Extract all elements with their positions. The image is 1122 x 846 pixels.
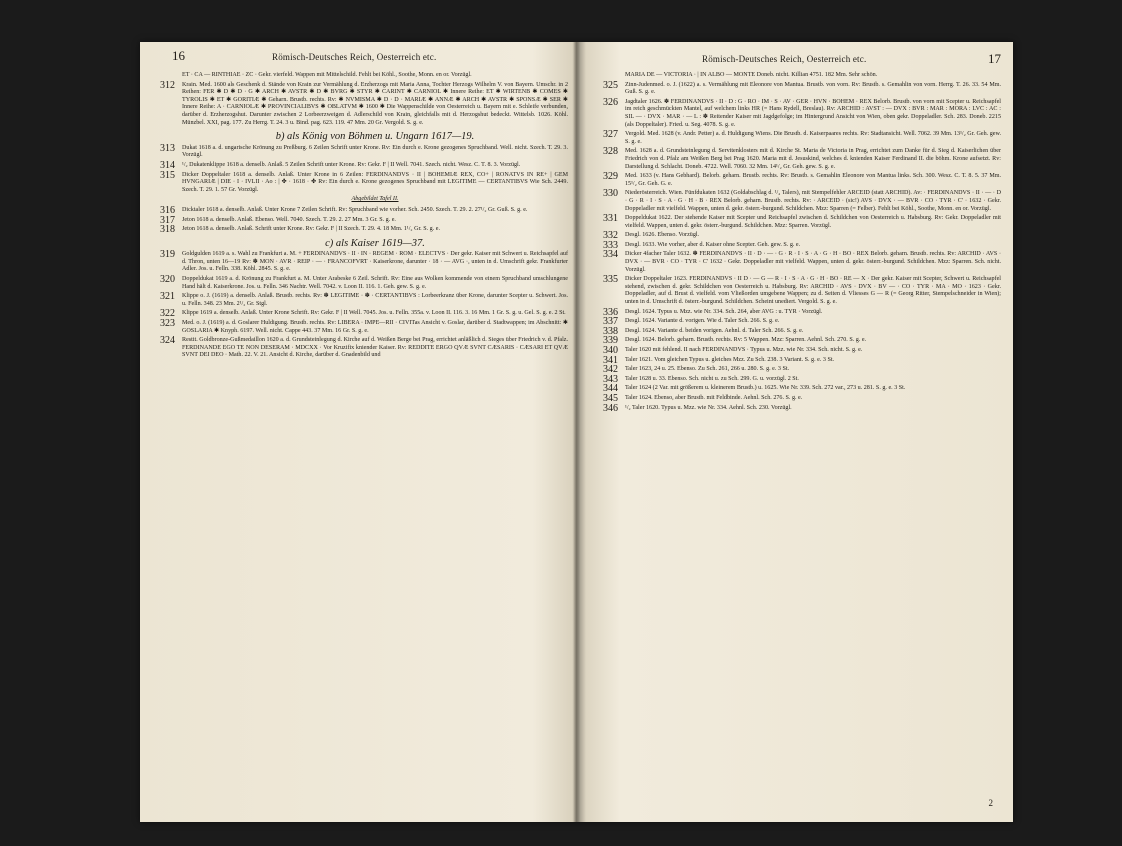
entry-number: 319	[160, 249, 175, 261]
entry-text: Taler 1623, 24 u. 25. Ebenso. Zu Sch. 261, 266 u. 280. S. g. e. 3 St.	[625, 366, 790, 373]
entry-number: 326	[603, 96, 618, 108]
catalog-entry	[625, 72, 1001, 80]
right-page-number: 17	[988, 51, 1001, 66]
entry-text: Dicker Doppeltaler 1618 a. denselb. Anlaß. Unter Krone in 6 Zeilen: FERDINANDVS · II | BOHEMIÆ REX, CO+ | RONATVS IN RE+ | GEM HVNGARIÆ | DIE · I · IVLII · Ao : | ✤ · 1618 · ✤ Rv: Ein durch e. Krone gezogenes Spruchband mit LEGITIME — CERTANTIBVS Wie Sch. 2449. Szech. T. 29. 1. 57 Gr. Vorzügl.	[182, 171, 568, 193]
catalog-entry	[603, 274, 1001, 306]
catalog-entry	[160, 274, 568, 291]
catalog-entry	[603, 239, 1001, 251]
entry-text: Taler 1624 (2 Var. mit größerem u. kleinerem Brustb.) u. 1625. Wie Nr. 339. Sch. 272 var., 273 u. 281. S. g. e. 3 St.	[625, 385, 906, 392]
catalog-entry	[603, 335, 1001, 347]
entry-text: Med. o. J. (1619) a. d. Goslarer Huldigung. Brustb. rechts. Rv: LIBERA · IMPE—RII · CIVITas Ansicht v. Goslar, darüber d. Stadtwappen; im Abschnitt: ✱ GOSLARIA ✱ Knyph. 6197. Well. nicht. Cappe 443. 37 Mm. 16 Gr. S. g. e.	[182, 320, 568, 334]
entry-text: Desgl. 1633. Wie vorher, aber d. Kaiser ohne Scepter. Geh. gew. S. g. e.	[625, 241, 801, 248]
catalog-entry	[603, 213, 1001, 230]
entry-text: Desgl. 1626. Ebenso. Vorzügl.	[625, 232, 700, 239]
entry-text: Dicker Doppeltaler 1623. FERDINANDVS · II D · — G — R · I · S · A · G · H · BO · RE — X · Der gekr. Kaiser mit Scepter, Schwert u. Reichsapfel stehend, zwischen d. gekr. Schildchen von Oesterreich u. Habsburg. Rv: ARCHID · AVS · DVX · BV — · CO · TYR · MA · MO · 1623 · Gekr. Doppeladler, auf d. Brust d. vielfeld. vom Vließorden umgebene Wappen; zu d. Seiten d. Vliesses G — R (= Georg Ritter, Stempelschneider in Wien); unten in d. Umschrift d. österr.-burgund. Schildchen. Scheint unediert. Vergold. S. g. e.	[625, 276, 1001, 306]
catalog-entry	[160, 79, 568, 128]
entry-text: Jeton 1618 a. denselb. Anlaß. Ebenso. Well. 7040. Szech. T. 29. 2. 27 Mm. 3 Gr. S. g. e.	[182, 216, 396, 223]
catalog-entry	[603, 345, 1001, 356]
entry-text: Doppeldukat 1622. Der stehende Kaiser mit Scepter und Reichsapfel zwischen d. Schildchen von Oesterreich u. Habsburg. Rv: Gekr. Doppeladler mit vielfeld. Wappen, unten d. gekr. österr.-burgund. Schildchen. Mzz: Sparren. Vorzügl.	[625, 215, 1001, 229]
catalog-entry	[603, 249, 1001, 274]
catalog-entry	[603, 325, 1001, 337]
entry-text: Taler 1621. Vom gleichen Typus u. gleiches Mzz. Zu Sch. 238. 3 Variant. S. g. e. 3 St.	[625, 356, 835, 363]
entry-number: 324	[160, 335, 175, 347]
left-page	[150, 42, 570, 822]
entry-number: 330	[603, 188, 618, 200]
entry-text: Desgl. 1624. Variante d. vorigen. Wie d. Taler Sch. 266. S. g. e.	[625, 318, 780, 325]
entry-number: 342	[603, 364, 618, 376]
entry-number: 322	[160, 308, 175, 320]
entry-number: 323	[160, 318, 175, 330]
entry-text: Desgl. 1624. Typus u. Mzz. wie Nr. 334. Sch. 264, aber AVG : u. TYR · Vorzügl.	[625, 308, 823, 315]
entry-text: ¹/₂ Taler 1620. Typus u. Mzz. wie Nr. 334. Aehnl. Sch. 230. Vorzügl.	[625, 404, 792, 411]
catalog-entry	[603, 383, 1001, 395]
entry-text: Dukat 1618 a. d. ungarische Krönung zu Preßburg. 6 Zeilen Schrift unter Krone. Rv: Ein durch e. Krone gezogenes Spruchband. Well. nicht. Szech. T. 29. 3. Vorzügl.	[182, 144, 568, 159]
entry-text: Med. 1633 (v. Hans Gebhard). Belorb. geharn. Brustb. rechts. Rv: Brustb. s. Gemahlin Eleonore von Mantua links. Sch. 300. Wesz. C. T. 8. 5. 37 Mm. 15¹/₂ Gr. Geh. G. e.	[625, 173, 1001, 187]
entry-text: Zinn-Judenmed. o. J. (1622) a. s. Vermählung mit Eleonore von Mantua. Brustb. von vorn. Rv: Brustb. s. Gemahlin von vorn. Herrg. T. 26. 33. 54 Mm. Guß. S. g. e.	[625, 81, 1001, 96]
entry-text: Jagdtaler 1626. ✽ FERDINANDVS · II · D : G · RO · IM · S · AV · GER · HVN · BOHEM · REX Belorb. Brustb. von vorn mit Scepter u. Reichsapfel im reich geschmückten Mantel, auf welchem links HR (= Hans Rydell, Breslau). Rv: ARCHID : AVST : — DVX : BVR : MAR : MORA : LVC : AC : SIL — · DVX · MAR · — L : ✽ Reitender Kaiser mit Jagdgefolge; im Hintergrund Ansicht von Wien, oben gekr. Doppeladler. Sch. 283. Doneb. 2215 (als Doppeltaler). Fried. u. Seg. 4078. S. g. e.	[625, 98, 1001, 128]
entry-text: Krain. Med. 1600 als Geschenk d. Stände von Krain zur Vermählung d. Erzherzogs mit Maria Anna, Tochter Herzogs Wilhelm V. von Bayern. Umschr. in 2 Reihen: FER ✱ D ✱ D · G ✱ ARCH ✱ AVSTR ✱ D ✱ BVRG ✱ STYR ✱ CARINT ✱ CARNIOL ✱ Innere Reihe: ET ✱ WIRTENB ✱ COMES ✱ TYROLIS ✱ ET ✱ GORITIÆ ✱ Geharn. Brustb. rechts. Rv: ✱ NVMISMA ✱ D · D · MARIÆ ✱ ANNÆ ✱ ARCH ✱ AVSTR ✱ SPONSÆ ✱ SER ✱ Innere Reihe: A · CARNIOLÆ ✱ PROVINCIALIBVS ✱ OBLATVM ✱ 1600 ✱ Die Wappenschilde von Oesterreich u. Bayern mit e. Schleife verbunden, darüber d. Erzherzogshut. Darunter zwischen 2 Lorbeerzweigen d. Adlerschild von Krain, gleichfalls mit d. Herzogshut bedeckt. Wittelsb. 1026. Köhl. Münzbel. XXI, pag. 177. Zu Herrg. T. 24. 3 u. Bind. pag. 623. 119. 47 Mm. 20 Gr. Vergold. S. g. e.	[182, 81, 568, 126]
entry-number: 320	[160, 274, 175, 286]
catalog-entry	[160, 335, 568, 360]
entry-text: Desgl. 1624. Variante d. beiden vorigen. Aehnl. d. Taler Sch. 266. S. g. e.	[625, 327, 804, 334]
entry-number: 335	[603, 274, 618, 286]
entry-text: Goldgulden 1619 a. s. Wahl zu Frankfurt a. M. + FERDINANDVS · II · IN · REGEM · ROM · ELECTVS · Der gekr. Kaiser mit Schwert u. Reichsapfel auf d. Thron, unten 16—19 Rv: ✽ MON · AVR · REIP · — · FRANCOFVRT · Kaiserkrone, darunter · 18 · — AVG ·, unten in d. Umschrift gekr. Frankfurter Adler. Jos. u. Felln. 338. Köhl. 2845. S. g. e.	[182, 251, 568, 273]
catalog-entry	[182, 72, 568, 80]
catalog-entry	[603, 96, 1001, 129]
left-running-head	[150, 42, 570, 68]
catalog-entry	[603, 171, 1001, 188]
entry-number: 333	[603, 239, 618, 251]
catalog-entry	[603, 392, 1001, 404]
entry-number: 329	[603, 171, 618, 183]
entry-text: Dicktaler 1618 a. denselb. Anlaß. Unter Krone 7 Zeilen Schrift. Rv: Spruchband wie vorher. Sch. 2450. Szech. T. 29. 2. 27¹/₂ Gr. Guß. S. g. e.	[182, 206, 528, 213]
entry-text: Klippe o. J. (1619) a. denselb. Anlaß. Brustb. rechts. Rv: ✽ LEGITIME · ✽ · CERTANTIBVS : Lorbeerkranz über Krone, darunter Scepter u. Schwert. Jos. u. Felln. 348. 23 Mm. 2¹/₂ Gr. Stgl.	[182, 293, 568, 307]
entry-number: 341	[603, 354, 618, 366]
entry-text: Jeton 1618 a. denselb. Anlaß. Schrift unter Krone. Rv: Gekr. F | II Szech. T. 29. 4. 18 Mm. 1¹/₂ Gr. S. g. e.	[182, 226, 440, 233]
catalog-entry	[603, 306, 1001, 318]
entry-number: 336	[603, 306, 618, 318]
left-body	[150, 72, 570, 360]
entry-number: 314	[160, 159, 175, 171]
entry-number: 337	[603, 316, 618, 328]
entry-text: Taler 1628 u. 33. Ebenso. Sch. nicht u. zu Sch. 299. G. u. vorzügl. 2 St.	[625, 375, 799, 382]
entry-text: Klippe 1619 a. denselb. Anlaß. Unter Krone Schrift. Rv: Gekr. F | II Well. 7045. Jos. u. Felln. 355a. v. Loon II. 116. 3. 16 Mm. 1 Gr. S. g. u. Gel. S. g. e. 2 St.	[182, 310, 566, 317]
right-page	[587, 42, 1007, 822]
plate-reference: Abgebildet Tafel II.	[351, 196, 399, 203]
entry-number: 313	[160, 142, 175, 154]
left-running-title: Römisch-Deutsches Reich, Oesterreich etc.	[272, 52, 437, 62]
entry-number: 318	[160, 224, 175, 236]
entry-text: Niederösterreich. Wien. Fünfdukaten 1632 (Goldabschlag d. ¹/₄ Talers), mit Stempelfehler ARCEID (statt ARCHID). Av: · FERDINANDVS · II · — · D · G · R · I · S · A · G · H · B · REX Belorb. geharn. Brustb. rechts. Rv: · ARCEID · (sic!) AVS · DVX · — BVR · CO · TYR · C' · 1632 · Gekr. Doppeladler mit vielfeld. Wappen, unten d. gekr. österr.-burgund. Schildchen. Mzz: Sparren (= Felber). Fehlt bei Köhl., Soothe, Monn. en or. Vorzügl.	[625, 190, 1001, 212]
entry-text: Doppeldukat 1619 a. d. Krönung zu Frankfurt a. M. Unter Arabeske 6 Zeil. Schrift. Rv: Eine aus Wolken kommende von einem Spruchband umschlungene Hand hält d. Kaiserkrone. Jos. u. Felln. 346 Nachtr. Well. 7042. v. Loon II. 116. 1. Geh. gew. S. g. e.	[182, 276, 568, 290]
entry-number: 345	[603, 392, 618, 404]
entry-number: 334	[603, 249, 618, 261]
entry-number: 332	[603, 230, 618, 242]
entry-text: Vergold. Med. 1628 (v. Andr. Petter) a. d. Huldigung Wiens. Die Brustb. d. Kaiserpaares rechts. Rv: Stadtansicht. Well. 7062. 39 Mm. 13¹/₂ Gr. Geh. gew. S. g. e.	[625, 131, 1001, 145]
section-heading-b: b) als König von Böhmen u. Ungarn 1617—19.	[275, 131, 475, 143]
book-spread	[140, 42, 1013, 822]
catalog-entry	[603, 373, 1001, 385]
right-running-head	[587, 42, 1007, 68]
catalog-entry	[603, 146, 1001, 171]
catalog-entry	[160, 159, 568, 171]
catalog-entry	[603, 188, 1001, 213]
entry-text: Med. 1628 a. d. Grundsteinlegung d. Servitenklosters mit d. Kirche St. Maria de Victoria in Prag, errichtet zum Danke für d. Sieg d. Kaiserlichen über Friedrich von d. Pfalz am Weißen Berg bei Prag 1620. Maria mit d. Jesuskind, welches d. knienden Kaiser Ferdinand II. die böhm. Krone aufsetzt. Rv: Darstellung d. Schlacht. Doneb. 4722. Well. 7060. 32 Mm. 14¹/₂ Gr. Geh. gew. S. g. e.	[625, 148, 1001, 170]
right-body	[587, 72, 1007, 412]
entry-text: Taler 1620 mit fehlend. II nach FERDINANDVS · Typus u. Mzz. wie Nr. 334. Sch. nicht. S. g. e.	[625, 347, 863, 353]
catalog-entry	[603, 354, 1001, 366]
entry-number: 338	[603, 325, 618, 337]
catalog-entry	[160, 249, 568, 274]
entry-text: Desgl. 1624. Belorb. geharn. Brustb. rechts. Rv: 5 Wappen. Mzz: Sparren. Aehnl. Sch. 270. S. g. e.	[625, 337, 867, 344]
entry-text: MARIA DE — VICTORIA · | IN ALBO — MONTE Doneb. nicht. Killian 4751. 182 Mm. Sehr schön.	[625, 72, 878, 78]
catalog-entry	[603, 129, 1001, 146]
entry-number: 340	[603, 345, 618, 356]
entry-text: Dicker 4facher Taler 1632. ✽ FERDINANDVS · II · D · — · G · R · I · S · A · G · H · BO · REX Belorb. geharn. Brustb. rechts. Rv: ARCHID · AVS · DVX · — BVR · CO · TYR · C' 1632 · Gekr. Doppeladler mit vielfeld. Wappen, unten d. gekr. österr.-burgund. Schildchen. Mzz: Sparren. Sch. nicht. Vorzügl.	[625, 251, 1001, 273]
entry-number: 316	[160, 204, 175, 216]
entry-number: 321	[160, 291, 175, 303]
catalog-entry	[160, 308, 568, 320]
catalog-entry	[160, 204, 568, 216]
entry-number: 315	[160, 169, 175, 181]
catalog-entry	[160, 214, 568, 226]
section-heading-c: c) als Kaiser 1619—37.	[325, 237, 425, 249]
entry-number: 346	[603, 402, 618, 414]
entry-number: 331	[603, 213, 618, 225]
catalog-entry	[603, 316, 1001, 328]
catalog-entry	[603, 79, 1001, 97]
entry-number: 344	[603, 383, 618, 395]
catalog-entry	[160, 224, 568, 236]
entry-text: ET · CA — RINTHIAE · ZC · Gekr. vierfeld. Wappen mit Mittelschild. Fehlt bei Köhl., Soothe, Monn. en or. Vorzügl.	[182, 72, 472, 78]
entry-number: 312	[160, 79, 175, 91]
entry-number: 328	[603, 146, 618, 158]
right-running-title: Römisch-Deutsches Reich, Oesterreich etc.	[702, 54, 867, 64]
entry-number: 327	[603, 129, 618, 141]
catalog-entry	[160, 318, 568, 335]
entry-text: ¹/₂ Dukatenklippe 1618 a. denselb. Anlaß. 5 Zeilen Schrift unter Krone. Rv: Gekr. F | II Well. 7041. Szech. nicht. Wesz. C. T. 8. 3. Vorzügl.	[182, 161, 521, 168]
left-page-number: 16	[172, 48, 185, 63]
entry-number: 325	[603, 79, 618, 91]
catalog-entry	[160, 169, 568, 195]
catalog-entry	[603, 402, 1001, 414]
catalog-entry	[160, 142, 568, 160]
signature-mark: 2	[988, 798, 993, 809]
catalog-entry	[603, 364, 1001, 376]
entry-text: Taler 1624. Ebenso, aber Brustb. mit Feldbinde. Aehnl. Sch. 276. S. g. e.	[625, 394, 803, 401]
entry-number: 317	[160, 214, 175, 226]
catalog-entry	[603, 230, 1001, 242]
entry-text: Restit. Goldbronze-Gußmedaillon 1620 a. d. Grundsteinlegung d. Kirche auf d. Weißen Berge bei Prag, errichtet anläßlich d. Sieges über Friedrich v. d. Pfalz. FERDINANDE EGO TE NON DESERAM · MDCXX · Vor Kruzifix kniender Kaiser. Rv: REDDITE ERGO QVÆ SVNT CÆSARIS · CÆSARI ET QVÆ SVNT DEI DEO · Math. 22. V. 21. Ansicht d. Kirche, darüber d. Gnadenbild und	[182, 337, 568, 359]
entry-number: 339	[603, 335, 618, 347]
gutter-shadow	[572, 42, 586, 822]
catalog-entry	[160, 291, 568, 308]
entry-number: 343	[603, 373, 618, 385]
